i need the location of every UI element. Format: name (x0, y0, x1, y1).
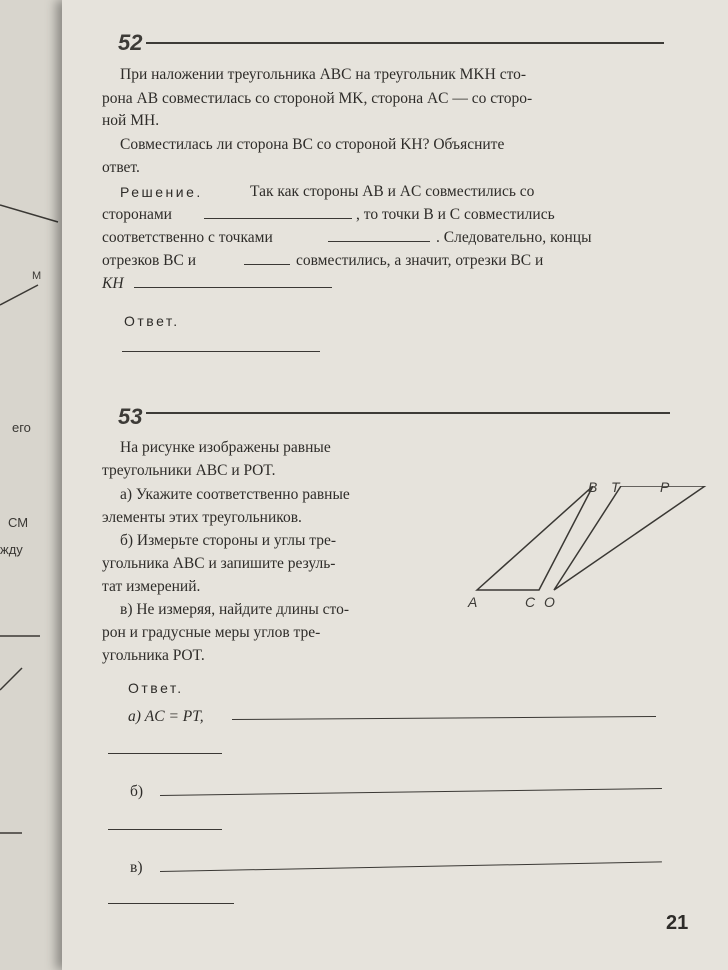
task53-item-a: элементы этих треугольников. (102, 509, 302, 526)
answer-b-blank[interactable] (160, 788, 662, 796)
point-label-o: O (544, 594, 555, 610)
task53-item-b: б) Измерьте стороны и углы тре- (120, 532, 337, 549)
answer-b-label: б) (130, 783, 144, 800)
solution-text: сторонами (102, 206, 172, 223)
task53-line: треугольники ABC и POT. (102, 462, 276, 479)
answer-label: Ответ. (128, 680, 184, 696)
task53-item-c: рон и градусные меры углов тре- (102, 624, 321, 641)
point-label-c: C (525, 594, 536, 610)
solution-text: соответственно с точками (102, 229, 273, 246)
task53-item-c: в) Не измеряя, найдите длины сто- (120, 601, 349, 618)
previous-page-lines (0, 0, 62, 970)
answer-a-blank-continued[interactable] (108, 753, 222, 754)
triangles-figure (460, 486, 710, 596)
task-number-53: 53 (118, 404, 143, 429)
task52-question: ответ. (102, 159, 140, 176)
solution-label: Решение. (120, 184, 203, 200)
answer-c-blank-continued[interactable] (108, 903, 234, 904)
task52-question: Совместилась ли сторона BC со стороной KH? Объясните (120, 136, 505, 153)
point-label-m: M (32, 270, 42, 282)
solution-text: , то точки B и C совместились (356, 206, 555, 223)
fragment-word: жду (0, 542, 23, 557)
task-header-rule (146, 412, 670, 414)
task53-item-a: а) Укажите соответственно равные (120, 486, 350, 503)
fill-in-blank[interactable] (134, 287, 332, 288)
solution-text: KH (102, 275, 124, 292)
fragment-word: СМ (8, 515, 29, 530)
point-label-p: P (660, 479, 670, 495)
fill-in-blank[interactable] (244, 264, 290, 265)
solution-text: совместились, а значит, отрезки BC и (296, 252, 544, 269)
answer-b-blank-continued[interactable] (108, 829, 222, 830)
solution-text: Так как стороны AB и AC совместились со (250, 183, 535, 200)
task52-line: При наложении треугольника ABC на треугольник MKH сто- (120, 66, 527, 83)
answer-a-blank[interactable] (232, 716, 656, 720)
answer-c-label: в) (130, 859, 143, 876)
fill-in-blank[interactable] (204, 218, 352, 219)
fill-in-blank[interactable] (328, 241, 430, 242)
task53-line: На рисунке изображены равные (120, 439, 331, 456)
task-header-rule (146, 42, 664, 44)
answer-a-label: а) AC = PT, (128, 708, 204, 725)
answer-blank[interactable] (122, 351, 320, 352)
page-number: 21 (666, 912, 689, 934)
point-label-t: T (611, 479, 620, 495)
answer-label: Ответ. (124, 313, 180, 329)
previous-page-strip (0, 0, 62, 970)
task53-item-b: тат измерений. (102, 578, 201, 595)
task-number-52: 52 (118, 30, 143, 55)
solution-text: . Следовательно, концы (436, 229, 592, 246)
task53-item-c: угольника POT. (102, 647, 205, 664)
solution-text: отрезков BC и (102, 252, 196, 269)
task53-item-b: угольника ABC и запишите резуль- (102, 555, 336, 572)
point-label-a: A (468, 594, 478, 610)
task52-line: ной MH. (102, 112, 160, 129)
fragment-word: его (12, 420, 31, 435)
task52-line: рона AB совместилась со стороной MK, сторона AC — со сторо- (102, 90, 533, 107)
answer-c-blank[interactable] (160, 861, 662, 872)
point-label-b: B (588, 479, 598, 495)
textbook-page (62, 0, 728, 970)
